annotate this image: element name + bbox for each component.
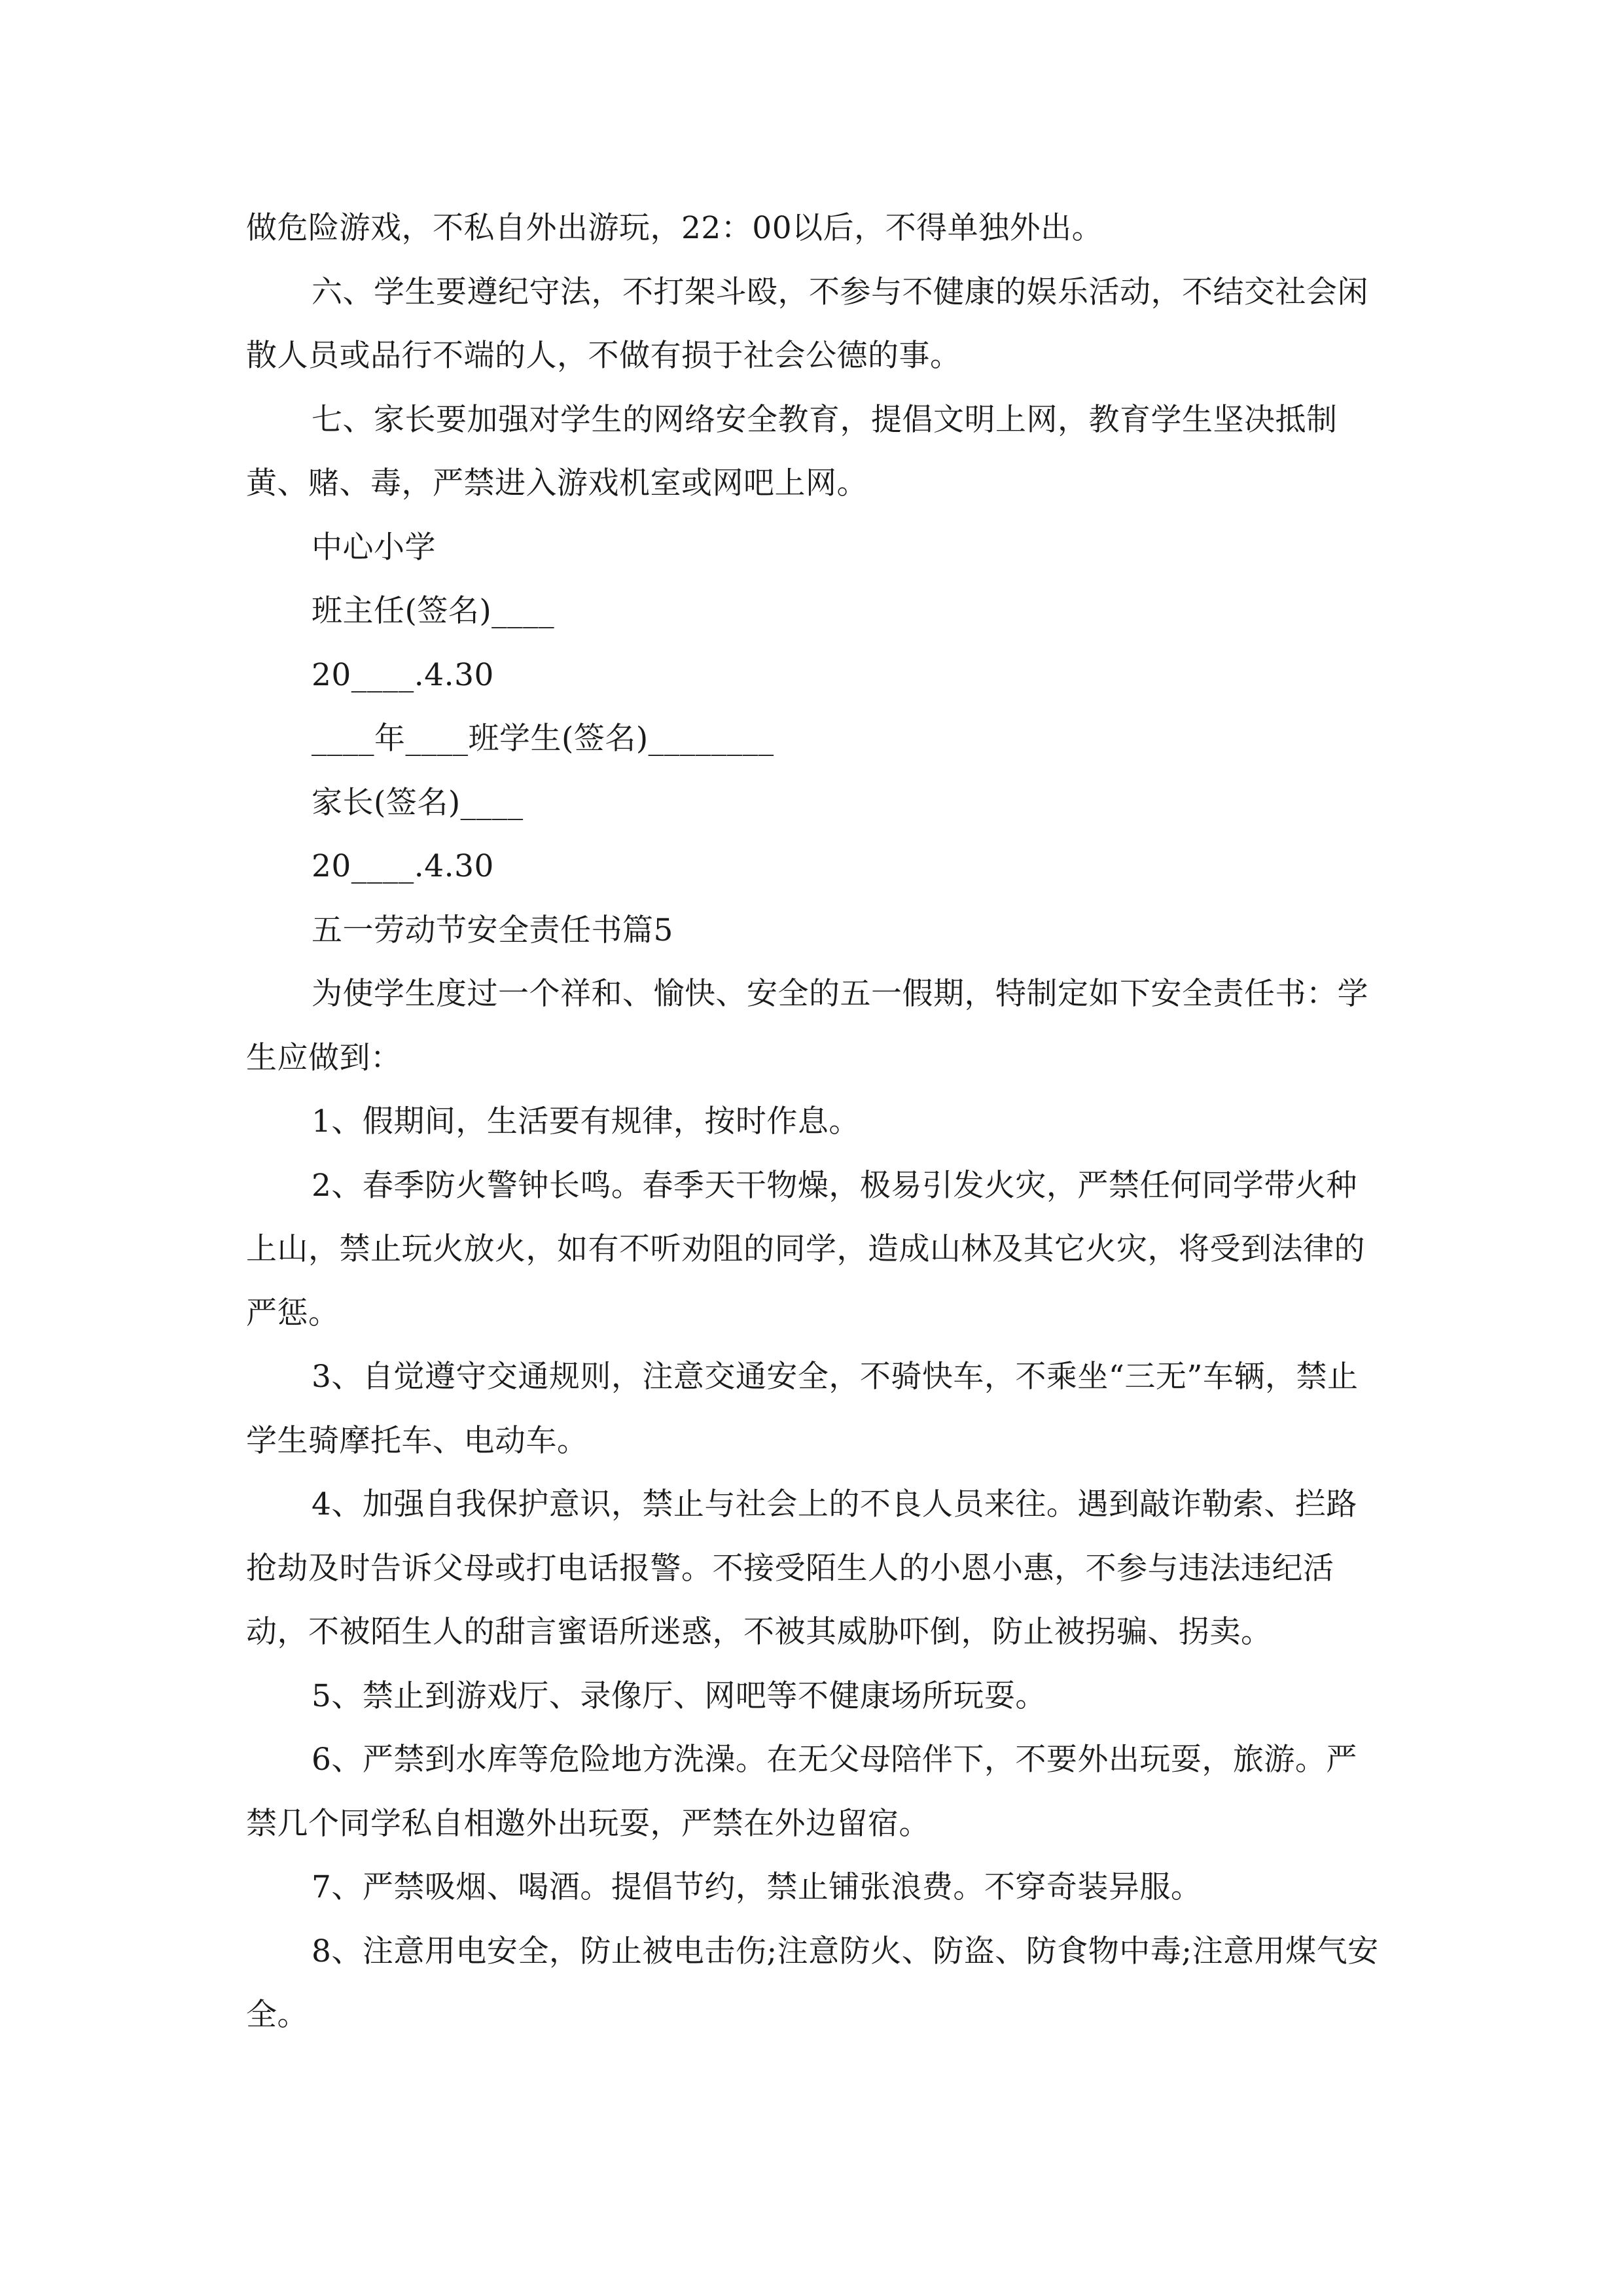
signature-date-1: 20____.4.30 bbox=[312, 656, 494, 693]
list-item-1: 1、假期间，生活要有规律，按时作息。 bbox=[312, 1103, 860, 1139]
paragraph-intro: 为使学生度过一个祥和、愉快、安全的五一假期，特制定如下安全责任书：学生应做到： bbox=[246, 976, 1368, 1076]
list-item-6: 6、严禁到水库等危险地方洗澡。在无父母陪伴下，不要外出玩耍，旅游。严禁几个同学私自相邀外出玩耍，严禁在外边留宿。 bbox=[246, 1742, 1357, 1842]
signature-student: ____年____班学生(签名)________ bbox=[312, 721, 774, 757]
signature-date-2: 20____.4.30 bbox=[312, 848, 494, 884]
list-item-2: 2、春季防火警钟长鸣。春季天干物燥，极易引发火灾，严禁任何同学带火种上山，禁止玩火放火，如有不听劝阻的同学，造成山林及其它火灾，将受到法律的严惩。 bbox=[246, 1167, 1365, 1331]
list-item-3: 3、自觉遵守交通规则，注意交通安全，不骑快车，不乘坐“三无”车辆，禁止学生骑摩托车、电动车。 bbox=[246, 1359, 1359, 1459]
list-item-7: 7、严禁吸烟、喝酒。提倡节约，禁止铺张浪费。不穿奇装异服。 bbox=[312, 1869, 1202, 1905]
signature-parent: 家长(签名)____ bbox=[312, 784, 524, 821]
signature-teacher: 班主任(签名)____ bbox=[312, 593, 555, 629]
section-heading: 五一劳动节安全责任书篇5 bbox=[312, 912, 673, 948]
list-item-5: 5、禁止到游戏厅、录像厅、网吧等不健康场所玩耍。 bbox=[312, 1677, 1046, 1714]
list-item-4: 4、加强自我保护意识，禁止与社会上的不良人员来往。遇到敲诈勒索、拦路抢劫及时告诉父母或打电话报警。不接受陌生人的小恩小惠，不参与违法违纪活动，不被陌生人的甜言蜜语所迷惑，不被其威胁吓倒，防止被拐骗、拐卖。 bbox=[246, 1486, 1357, 1650]
signature-school: 中心小学 bbox=[312, 529, 436, 565]
list-item-8: 8、注意用电安全，防止被电击伤;注意防火、防盗、防食物中毒;注意用煤气安全。 bbox=[246, 1933, 1379, 2033]
paragraph-continuation: 做危险游戏，不私自外出游玩，22：00以后，不得单独外出。 bbox=[246, 210, 1103, 246]
document-body bbox=[246, 196, 1385, 2047]
paragraph-rule-6: 六、学生要遵纪守法，不打架斗殴，不参与不健康的娱乐活动，不结交社会闲散人员或品行不端的人，不做有损于社会公德的事。 bbox=[246, 274, 1368, 374]
paragraph-rule-7: 七、家长要加强对学生的网络安全教育，提倡文明上网，教育学生坚决抵制黄、赌、毒，严禁进入游戏机室或网吧上网。 bbox=[246, 401, 1338, 501]
